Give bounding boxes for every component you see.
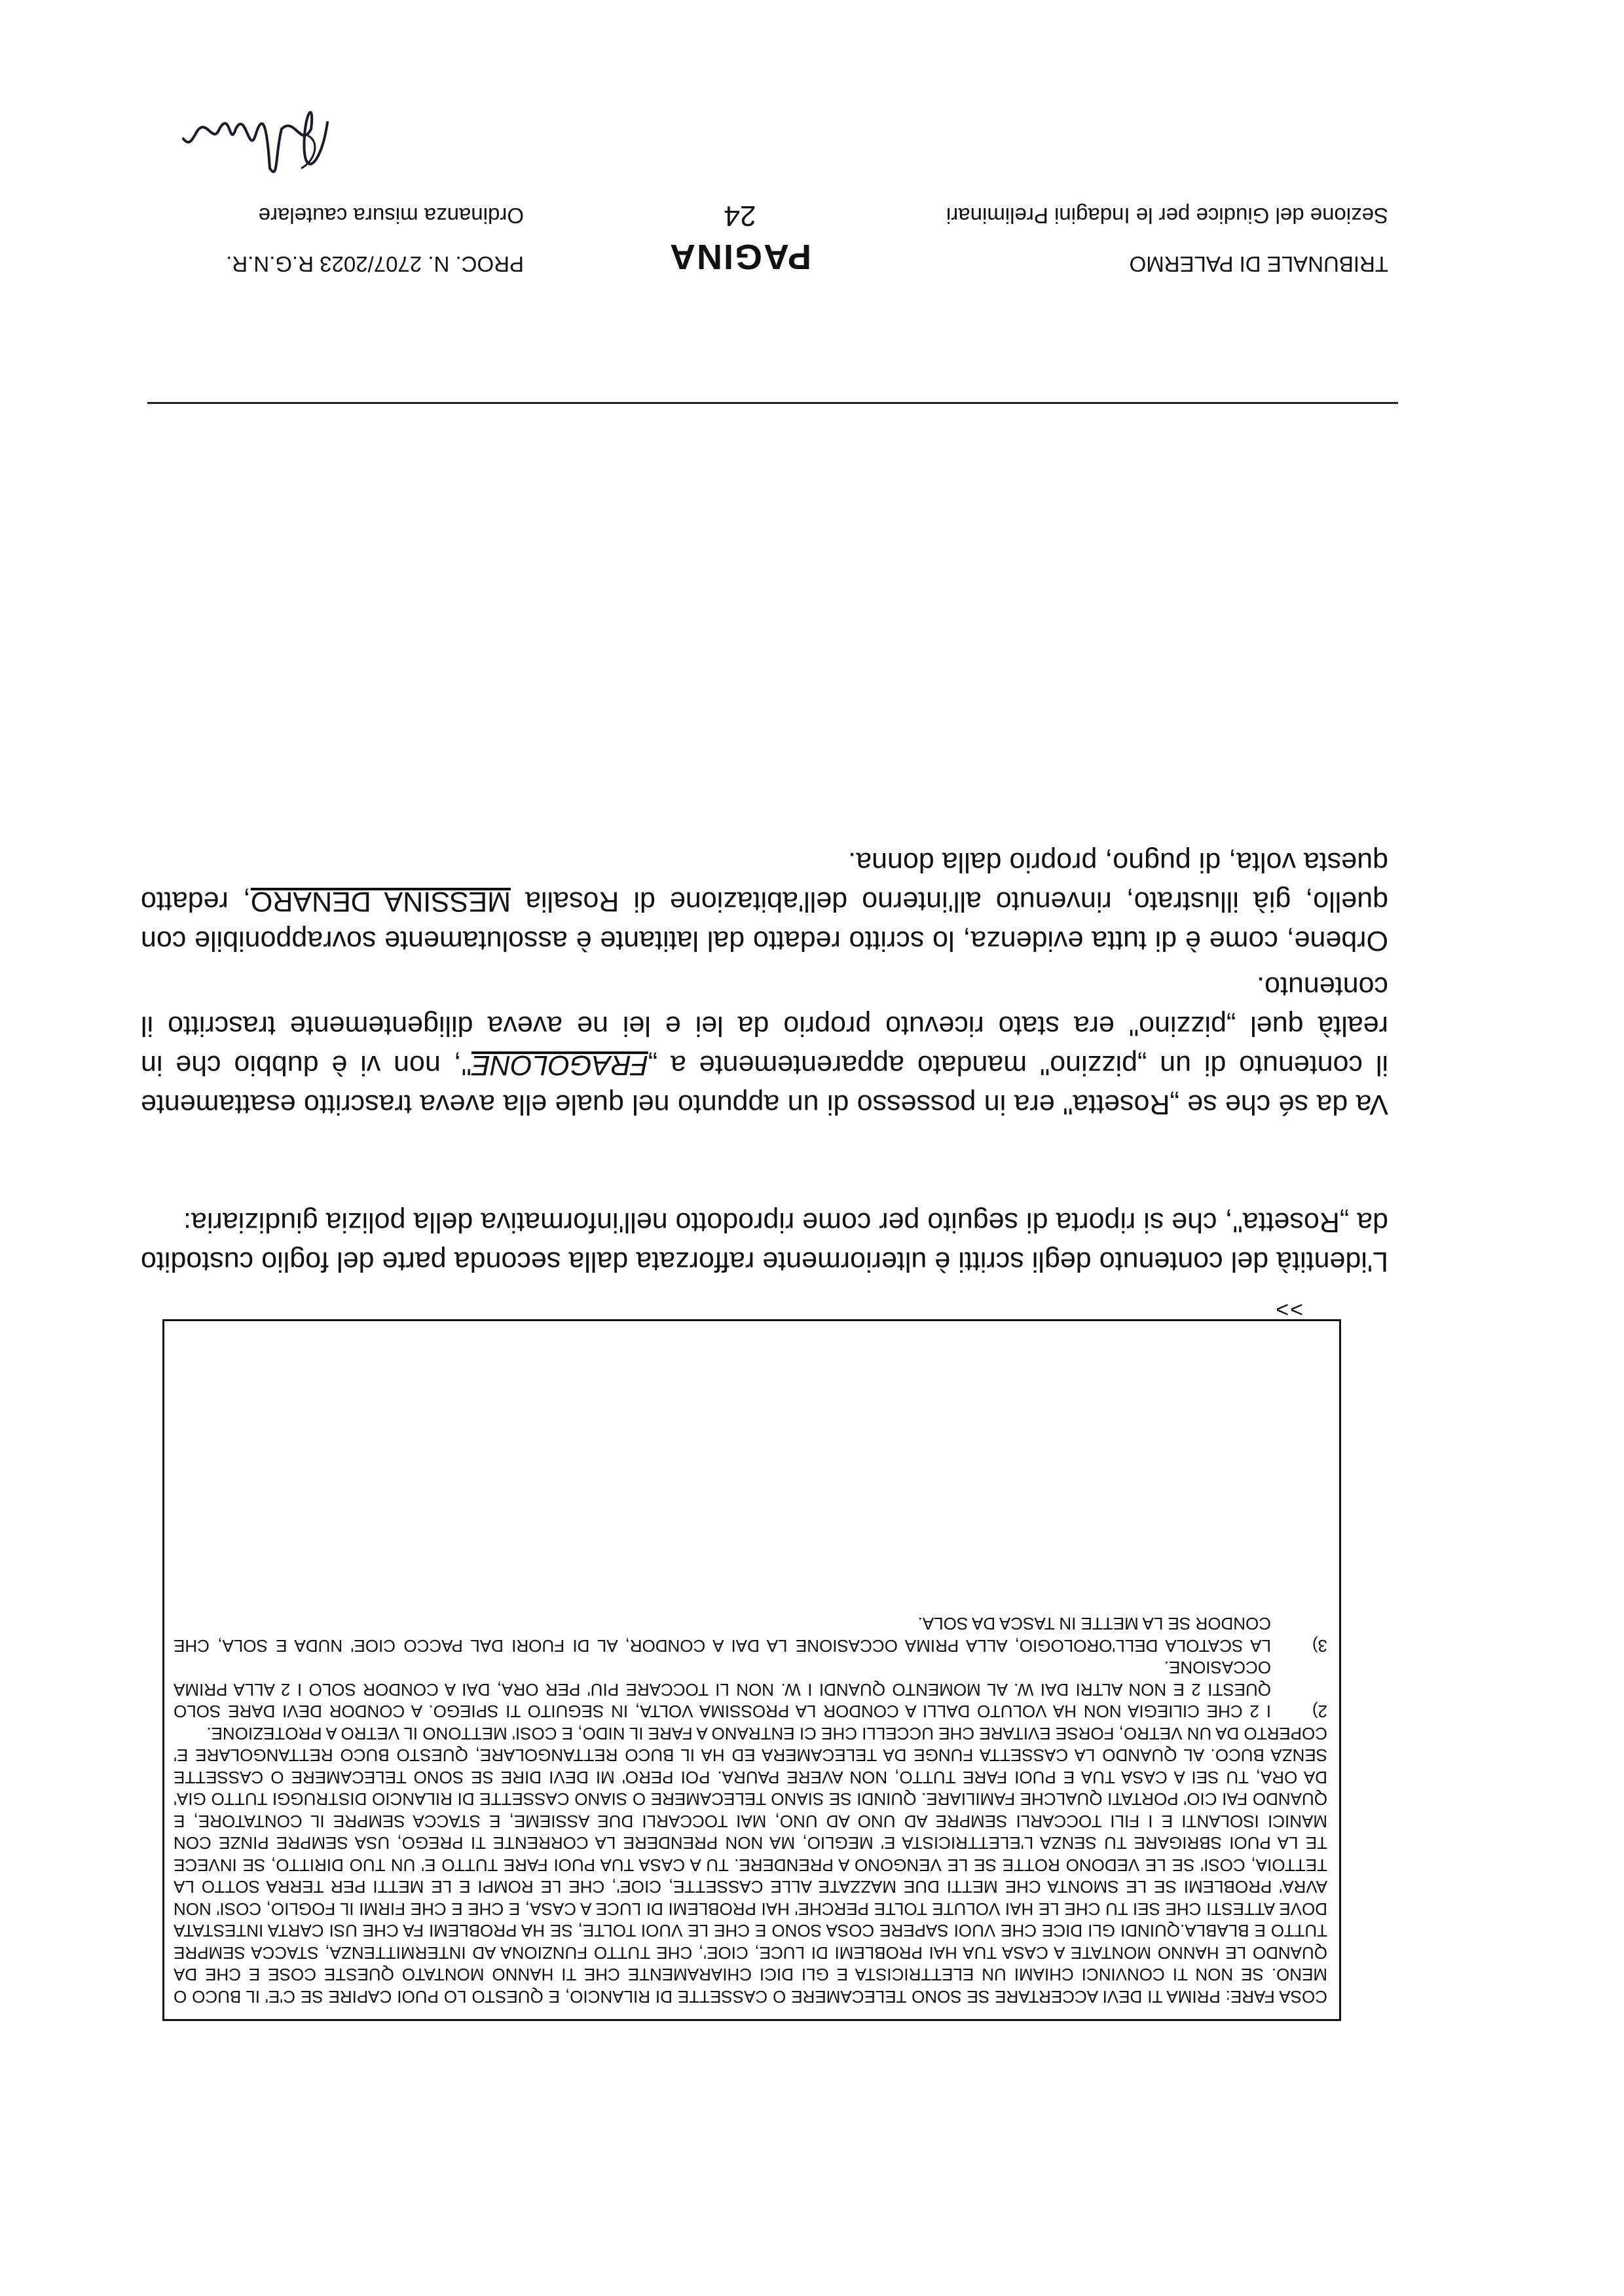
quote-closing-mark: >>	[1274, 1297, 1303, 1322]
quoted-note-item: 3) LA SCATOLA DELL'OROLOGIO, ALLA PRIMA OCCASIONE LA DAI A CONDOR, AL DI FUORI DAL PACCO CIOE' NUDA E SOLA, CHE CONDOR SE LA METTE IN TASCA DA SOLA.	[174, 1614, 1327, 1656]
paragraph-identity-text: L'identità del contenuto degli scritti è ulteriormente rafforzata dalla seconda parte del foglio custodito da „Rosetta", che si riporta di seguito per come riprodotto nell'informativa della polizia giudiziaria:	[141, 1207, 1388, 1277]
header-divider	[147, 402, 1398, 404]
paragraph-rosetta: Va da sé che se „Rosetta" era in possesso di un appunto nel quale ella aveva trascritto esattamente il contenuto di un „pizzino" mandato apparentemente a „FRAGOLONE", non vi è dubbio che in realtà quel „pizzino" era stato ricevuto proprio da lei e lei ne aveva diligentemente trascritto il contenuto.	[141, 971, 1388, 1120]
paragraph-identity	[141, 1203, 1388, 1281]
page-header	[210, 181, 1388, 280]
fragolone-name: FRAGOLONE	[471, 1049, 648, 1081]
page-label: PAGINA	[669, 237, 812, 276]
paragraph-orbene: Orbene, come è di tutta evidenza, lo scritto redatto dal latitante è assolutamente sovrapponibile con quello, già illustrato, rinvenuto all'interno dell'abitazione di Rosalia MESSINA DENARO, redatto questa volta, di pugno, proprio dalla donna.	[140, 847, 1388, 957]
document-type: Ordinanza misura cautelare	[258, 204, 524, 228]
quoted-note-box	[162, 1319, 1341, 2021]
header-right	[226, 200, 524, 280]
header-left	[946, 200, 1388, 280]
header-center	[635, 197, 845, 280]
court-section: Sezione del Giudice per le Indagini Preliminari	[946, 204, 1388, 228]
handwritten-signature	[170, 83, 341, 208]
quoted-note-item: 2) I 2 CHE CILIEGIA NON HA VOLUTO DALLI A CONDOR LA PROSSIMA VOLTA, IN SEGUITO TI SPIEGO. A CONDOR DEVI DARE SOLO QUESTI 2 E NON ALTRI DAI W. AL MOMENTO QUANDI I W. NON LI TOCCARE PIU' PER ORA, DAI A CONDOR SOLO I 2 ALLA PRIMA OCCASIONE.	[174, 1658, 1327, 1722]
page-number: 24	[724, 200, 756, 232]
quoted-note-intro: COSA FARE: PRIMA TI DEVI ACCERTARE SE SONO TELECAMERE O CASSETTE DI RILANCIO, E QUESTO LO PUOI CAPIRE SE C'E' IL BUCO O MENO. SE NON TI CONVINCI CHIAMI UN ELETTRICISTA E GLI DICI CHIARAMENTE CHE TI HANNO MONTATO QUESTE COSE E CHE DA QUANDO LE HANNO MONTATE A CASA TUA HAI PROBLEMI DI LUCE, CIOE', CHE TUTTO FUNZIONA AD INTERMITTENZA, STACCA SEMPRE TUTTO E BLABLA.QUINDI GLI DICE CHE VUOI SAPERE COSA SONO E CHE LE VUOI TOLTE, SE HA PROBLEMI FA CHE USI CARTA INTESTATA DOVE ATTESTI CHE SEI TU CHE LE HAI VOLUTE TOLTE PERCHE' HAI PROBLEMI DI LUCE A CASA, E CHE E CHE FIRMI IL FOGLIO, COSI' NON AVRA' PROBLEMI SE LE SMONTA CHE METTI DUE MAZZATE ALLE CASSETTE, CIOE', CHE LE ROMPI E LE METTI PER TERRA SOTTO LA TETTOIA, COSI' SE LE VEDONO ROTTE SE LE VENGONO A PRENDERE. TU A CASA TUA PUOI FARE TUTTO E' UN TUO DIRITTO, SE INVECE TE LA PUOI SBRIGARE TU SENZA L'ELETTRICISTA E' MEGLIO, MA NON PRENDERE LA CORRENTE TI PREGO, USA SEMPRE PINZE CON MANICI ISOLANTI E I FILI TOCCARLI SEMPRE AD UNO AD UNO, MAI TOCCARLI DUE ASSIEME, E STACCA SEMPRE IL CONTATORE, E QUANDO FAI CIO' PORTATI QUALCHE FAMILIARE. QUINDI SE SIANO TELECAMERE O SIANO CASSETTE DI RILANCIO DISTRUGGI TUTTO GIA' DA ORA, TU SEI A CASA TUA E PUOI FARE TUTTO, NON AVERE PAURA. POI PERO' MI DEVI DIRE SE SONO TELECAMERE O CASSETTE SENZA BUCO. AL QUANDO LA CASSETTA FUNGE DA TELECAMERA ED HA IL BUCO RETTANGOLARE, QUESTO BUCO RETTANGOLARE E' COPERTO DA UN VETRO, FORSE EVITARE CHE UCCELLI CHE CI ENTRANO A FARE IL NIDO, E COSI' METTONO IL VETRO A PROTEZIONE.	[174, 1724, 1327, 2007]
messina-denaro-name: MESSINA DENARO	[250, 886, 511, 917]
proceeding-number: PROC. N. 2707/2023 R.G.N.R.	[226, 252, 524, 276]
court-name: TRIBUNALE DI PALERMO	[1129, 252, 1388, 276]
